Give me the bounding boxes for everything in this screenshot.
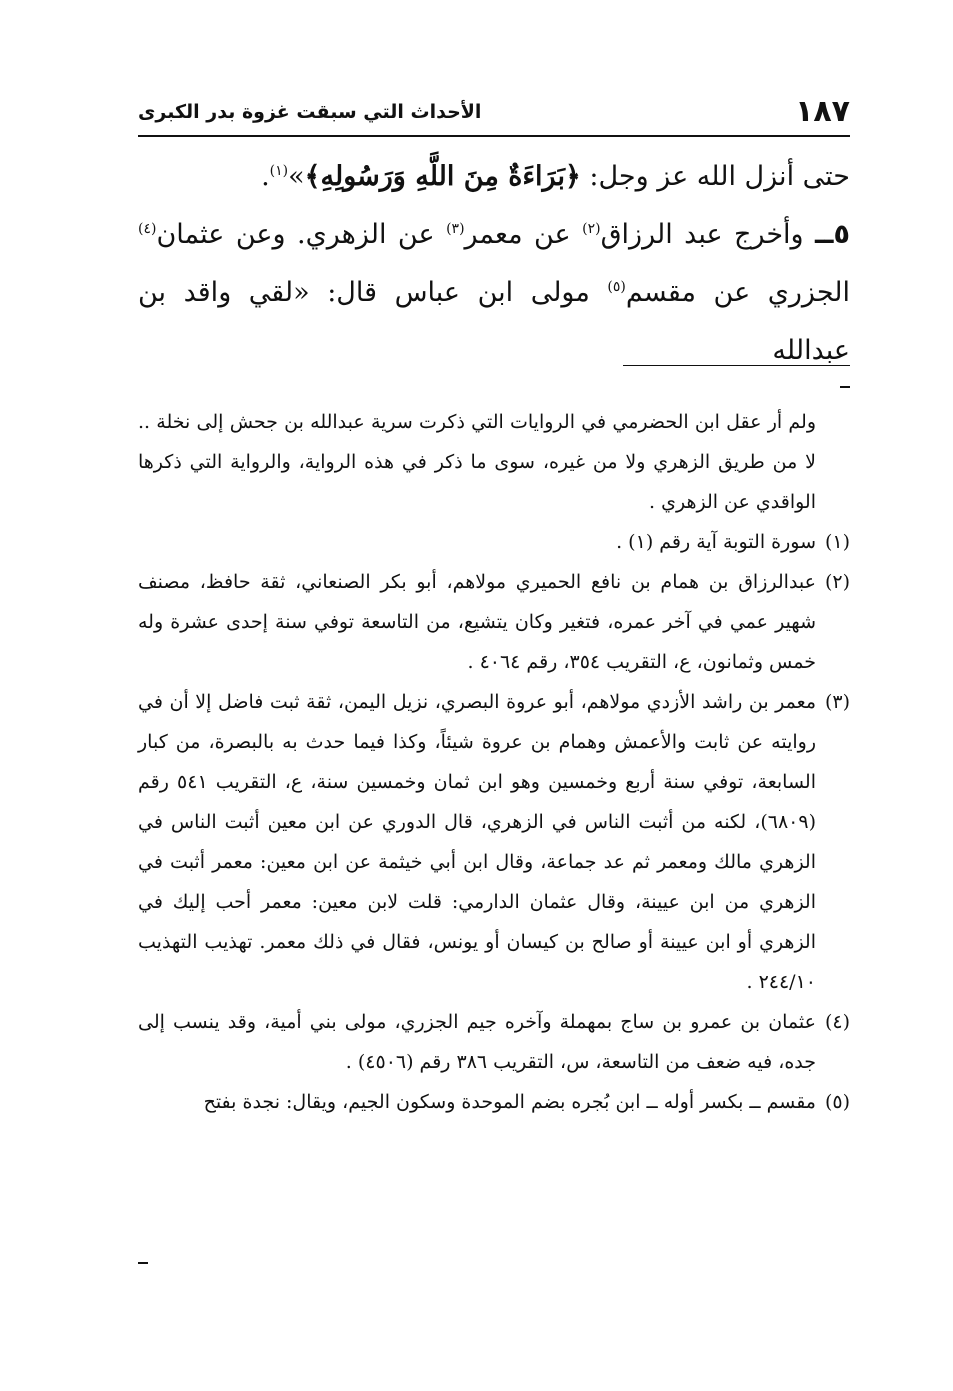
footnote-4: [138, 1002, 850, 1082]
narration-number: ٥ــ: [815, 219, 850, 250]
para1-intro: حتى أنزل الله عز وجل:: [580, 161, 850, 192]
footnote-label: (٣): [824, 691, 850, 713]
footnote-1: [138, 522, 850, 562]
footnote-label: (١): [824, 531, 850, 553]
footnote-ref-3: (٣): [446, 221, 465, 237]
para2-seg-4: الجزري عن مقسم: [625, 277, 850, 308]
footnote-text: مقسم ــ بكسر أوله ــ ابن بُجره بضم الموحدة وسكون الجيم، ويقال: نجدة بفتح: [203, 1091, 816, 1113]
footnote-separator: [623, 365, 850, 366]
footnote-continuation: ولم أر عقل ابن الحضرمي في الروايات التي ذكرت سرية عبدالله بن جحش إلى نخلة .. لا من طريق الزهري ولا من غيره، سوى ما ذكر في هذه الرواية، والرواية التي ذكرها الواقدي عن الزهري .: [138, 411, 816, 513]
para2-seg-5: مولى ابن عباس قال: «لقي واقد بن عبدالله: [138, 277, 850, 366]
main-paragraph-1: [138, 148, 850, 206]
para2-seg-1: وأخرج عبد الرزاق: [600, 219, 816, 250]
footnote-text: معمر بن راشد الأزدي مولاهم، أبو عروة البصري، نزيل اليمن، ثقة ثبت فاضل إلا أن في روايته عن ثابت والأعمش وهمام بن عروة شيئاً، وكذا فيما حدث به بالبصرة، من كبار السابعة، توفي سنة أربع وخمسين وهو ابن ثمان وخمسين سنة، ع، التقريب ٥٤١ رقم (٦٨٠٩)، لكنه من أثبت الناس في الزهري، قال الدوري عن ابن معين أثبت الناس في الزهري مالك ومعمر ثم عد جماعة، وقال ابن أبي خيثمة عن ابن معين: معمر أثبت في الزهري من ابن عيينة، وقال عثمان الدارمي: قلت لابن معين: معمر أحب إليك في الزهري أو ابن عيينة أو صالح بن كيسان أو يونس، فقال في ذلك معمر. تهذيب التهذيب ٢٤٤/١٠ .: [138, 691, 816, 993]
footnote-text: عثمان بن عمرو بن ساج بمهملة وآخره جيم الجزري، مولى بني أمية، وقد ينسب إلى جده، فيه ضعف من التاسعة، س، التقريب ٣٨٦ رقم (٤٥٠٦) .: [138, 1011, 816, 1073]
page-header: [138, 95, 850, 137]
footnote-2: [138, 562, 850, 682]
footnote-3: [138, 682, 850, 1002]
continuation-mark-top: [840, 386, 850, 388]
quote-close: »: [288, 161, 305, 192]
footnote-text: سورة التوبة آية رقم (١) .: [616, 531, 816, 553]
page-number: ١٨٧: [795, 94, 850, 129]
para2-seg-2: عن معمر: [464, 219, 583, 250]
footnote-text: عبدالرزاق بن همام بن نافع الحميري مولاهم، أبو بكر الصنعاني، ثقة حافظ، مصنف شهير عمي في آخر عمره، فتغير وكان يتشيع، من التاسعة توفي سنة إحدى عشرة وله خمس وثمانون، ع، التقريب ٣٥٤، رقم ٤٠٦٤ .: [138, 571, 816, 673]
footnote-label: (٥): [824, 1091, 850, 1113]
footnote-ref-2: (٢): [582, 221, 601, 237]
running-title: الأحداث التي سبقت غزوة بدر الكبرى: [138, 101, 482, 123]
para2-seg-3: عن الزهري. وعن عثمان: [156, 219, 447, 250]
footnote-ref-5: (٥): [607, 279, 626, 295]
quran-verse: ﴿بَرَاءَةٌ مِنَ اللَّهِ وَرَسُولِهِ﴾: [304, 161, 581, 192]
continuation-mark-bottom: [138, 1262, 148, 1264]
footnote-label: (٢): [824, 571, 850, 593]
footnote-ref-1: (١): [269, 163, 289, 179]
footnote-5: [138, 1082, 850, 1122]
footnote-ref-4: (٤): [138, 221, 157, 237]
para1-end: .: [261, 161, 270, 192]
footnotes: [138, 402, 850, 1122]
main-paragraph-2: [138, 206, 850, 380]
footnote-label: (٤): [824, 1011, 850, 1033]
main-text: [138, 148, 850, 380]
